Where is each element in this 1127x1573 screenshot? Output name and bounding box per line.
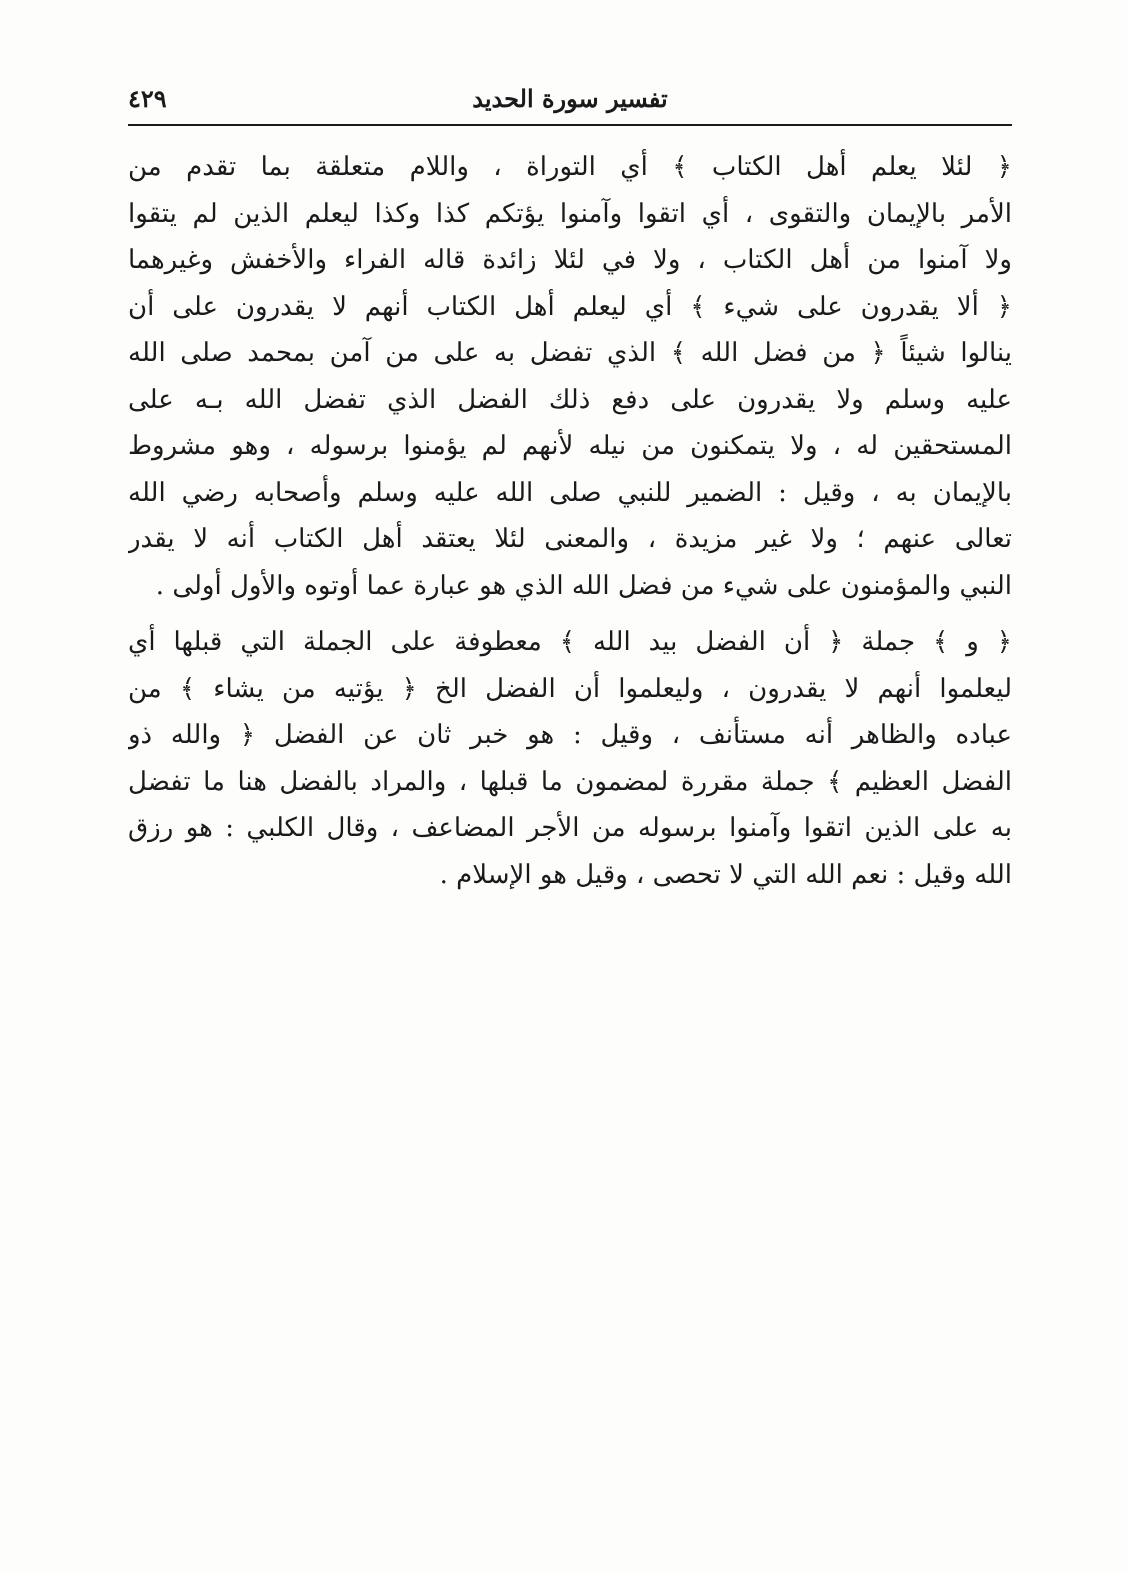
paragraph [128, 619, 1012, 898]
text-line: النبي والمؤمنون على شيء من فضل الله الذي هو عبارة عما أوتوه والأول أولى . [155, 570, 1012, 601]
page-header [128, 78, 1012, 120]
running-title: تفسير سورة الحديد [472, 84, 668, 113]
page-body [128, 144, 1012, 908]
text-line: ينالوا شيئاً ﴿ من فضل الله ﴾ الذي تفضل به على من آمن بمحمد صلى الله [128, 338, 1012, 368]
page-number: ٤٢٩ [128, 84, 167, 113]
paragraph [128, 144, 1012, 609]
text-line: ﴿ لئلا يعلم أهل الكتاب ﴾ أي التوراة ، واللام متعلقة بما تقدم من [128, 152, 1012, 182]
text-line: ﴿ و ﴾ جملة ﴿ أن الفضل بيد الله ﴾ معطوفة على الجملة التي قبلها أي [128, 627, 1012, 657]
text-line: الفضل العظيم ﴾ جملة مقررة لمضمون ما قبلها ، والمراد بالفضل هنا ما تفضل [128, 766, 1012, 797]
header-rule [128, 124, 1012, 126]
text-line: بالإيمان به ، وقيل : الضمير للنبي صلى الله عليه وسلم وأصحابه رضي الله [128, 477, 1012, 508]
text-line: الأمر بالإيمان والتقوى ، أي اتقوا وآمنوا يؤتكم كذا وكذا ليعلم الذين لم يتقوا [128, 198, 1012, 229]
text-line: ليعلموا أنهم لا يقدرون ، وليعلموا أن الفضل الخ ﴿ يؤتيه من يشاء ﴾ من [128, 673, 1012, 704]
text-line: به على الذين اتقوا وآمنوا برسوله من الأجر المضاعف ، وقال الكلبي : هو رزق [128, 813, 1012, 843]
text-line: تعالى عنهم ؛ ولا غير مزيدة ، والمعنى لئلا يعتقد أهل الكتاب أنه لا يقدر [128, 524, 1012, 554]
text-line: ولا آمنوا من أهل الكتاب ، ولا في لئلا زائدة قاله الفراء والأخفش وغيرهما [128, 245, 1012, 275]
text-line: الله وقيل : نعم الله التي لا تحصى ، وقيل هو الإسلام . [439, 859, 1012, 890]
text-line: المستحقين له ، ولا يتمكنون من نيله لأنهم لم يؤمنوا برسوله ، وهو مشروط [128, 431, 1012, 461]
text-line: عباده والظاهر أنه مستأنف ، وقيل : هو خبر ثان عن الفضل ﴿ والله ذو [128, 720, 1012, 750]
text-line: عليه وسلم ولا يقدرون على دفع ذلك الفضل الذي تفضل الله بـه على [128, 384, 1012, 415]
text-line: ﴿ ألا يقدرون على شيء ﴾ أي ليعلم أهل الكتاب أنهم لا يقدرون على أن [128, 291, 1012, 322]
